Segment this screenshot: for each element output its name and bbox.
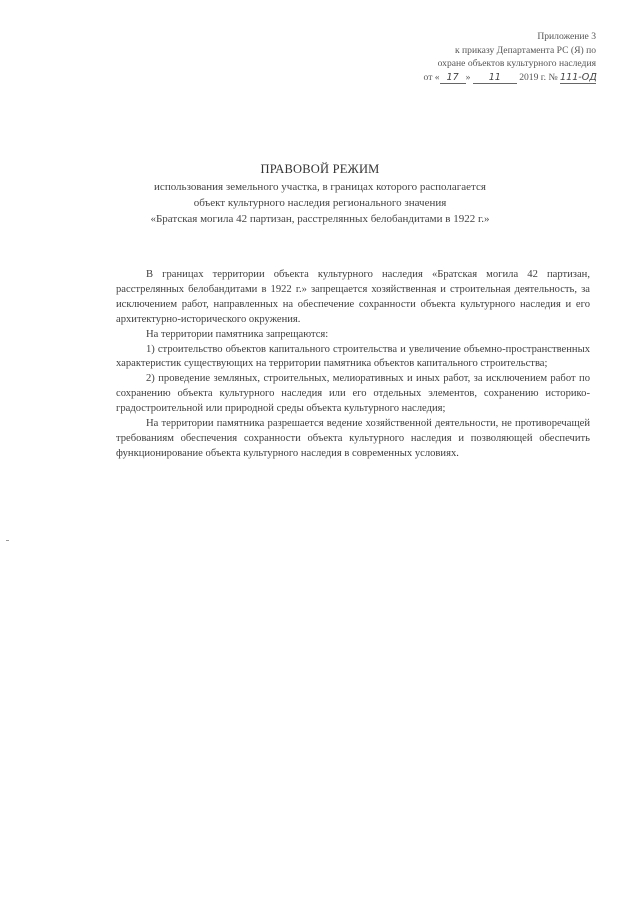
- document-title-block: [60, 162, 580, 227]
- date-day: 17: [440, 72, 466, 84]
- date-mid: »: [465, 71, 471, 83]
- title-subline-1: использования земельного участка, в границах которого располагается: [154, 181, 486, 193]
- appendix-line-3: охране объектов культурного наследия: [437, 58, 596, 70]
- appendix-line-1: Приложение 3: [537, 31, 596, 42]
- appendix-line-2: к приказу Департамента РС (Я) по: [454, 44, 596, 56]
- document-title: ПРАВОВОЙ РЕЖИМ: [260, 162, 380, 176]
- date-year: 2019 г. №: [519, 71, 558, 83]
- title-subline-2: объект культурного наследия регионального значения: [193, 197, 447, 209]
- paragraph-5: На территории памятника разрешается ведение хозяйственной деятельности, не противоречащей требованиям обеспечения сохранности объекта культурного наследия и позволяющей обеспечить функционирование объекта культурного наследия в современных условиях.: [116, 418, 590, 459]
- order-number: 111-ОД: [560, 71, 597, 83]
- document-body: [116, 268, 590, 462]
- date-prefix: от «: [423, 71, 440, 83]
- paragraph-4: 2) проведение земляных, строительных, мелиоративных и иных работ, за исключением работ по сохранению объекта культурного наследия или его отдельных элементов, сохранению историко-градостроительной или природной среды объекта культурного наследия;: [116, 373, 590, 415]
- paragraph-1: В границах территории объекта культурного наследия «Братская могила 42 партизан, расстрелянных белобандитами в 1922 г.» запрещается хозяйственная и строительная деятельность, за исключением работ, направленных на обеспечение сохранности объекта культурного наследия и его архитектурно-исторического окружения.: [116, 269, 590, 325]
- date-month: 11: [473, 72, 517, 84]
- appendix-header: [396, 30, 596, 84]
- scan-margin-mark: [6, 540, 9, 541]
- paragraph-3: 1) строительство объектов капитального строительства и увеличение объемно-пространственных характеристик существующих на территории памятника объектов капитального строительства;: [116, 343, 590, 370]
- appendix-date-line: [396, 71, 596, 85]
- paragraph-2: На территории памятника запрещаются:: [146, 328, 329, 340]
- title-subline-3: «Братская могила 42 партизан, расстрелянных белобандитами в 1922 г.»: [150, 213, 490, 225]
